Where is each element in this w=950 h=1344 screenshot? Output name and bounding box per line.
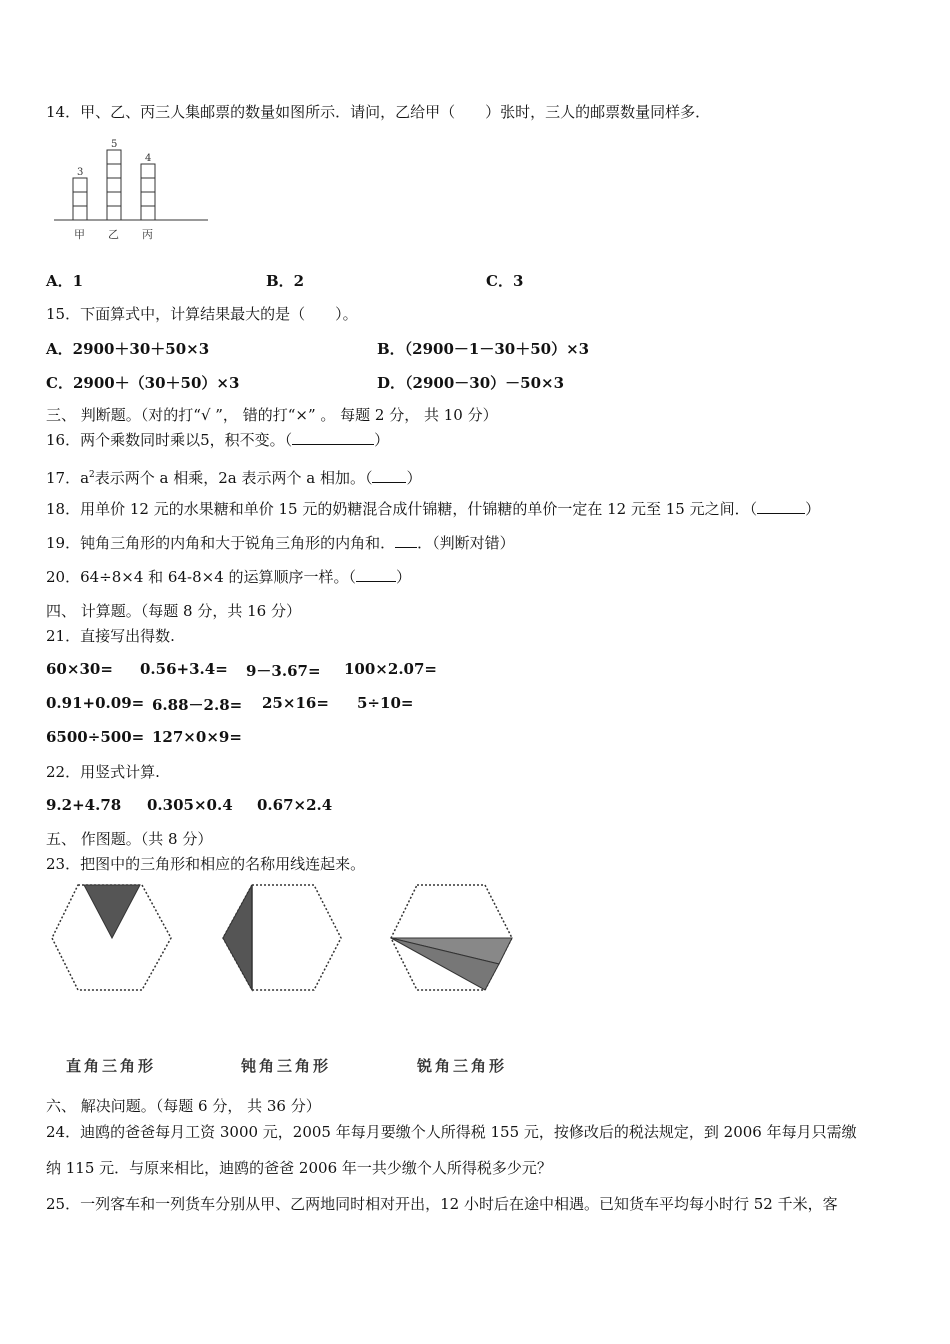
- q15-option-c[interactable]: C．2900＋（30＋50）×3: [46, 374, 240, 392]
- q24-line2: 纳 115 元．与原来相比，迪鸥的爸爸 2006 年一共少缴个人所得税多少元？: [46, 1159, 552, 1177]
- section5-title: 五、 作图题。（共 8 分）: [46, 830, 213, 848]
- q18: [46, 499, 820, 519]
- q22-text: 22．用竖式计算.: [46, 763, 160, 781]
- calc-item: 0.91+0.09=: [46, 694, 145, 712]
- calc-item: 9－3.67=: [246, 662, 321, 680]
- stamp-unit-box: [107, 178, 121, 192]
- q21-text: 21．直接写出得数.: [46, 627, 175, 645]
- q20: [46, 567, 411, 587]
- calc-item: 25×16=: [262, 694, 329, 712]
- stamp-unit-box: [141, 192, 155, 206]
- q17-exponent: 2: [89, 470, 95, 480]
- stamp-unit-box: [73, 206, 87, 220]
- calc-item: 60×30=: [46, 660, 113, 678]
- shaded-triangle: [223, 885, 252, 990]
- q16: [46, 430, 389, 450]
- hexagon-obtuse-triangle-figure: [218, 880, 348, 995]
- q15-option-d[interactable]: D．（2900－30）－50×3: [377, 374, 565, 392]
- q14-text: 14．甲、乙、丙三人集邮票的数量如图所示．请问，乙给甲（ ）张时，三人的邮票数量同样多．: [46, 103, 711, 121]
- q14-option-c[interactable]: C．3: [486, 272, 524, 290]
- stamp-bar-chart: [50, 130, 215, 245]
- hexagon-acute-triangle-figure: [387, 880, 519, 995]
- q16-answer-blank[interactable]: [292, 430, 374, 445]
- q19: [46, 533, 515, 553]
- q14-option-a[interactable]: A．1: [46, 272, 84, 290]
- q17: [46, 465, 422, 488]
- calc-item: 6500÷500=: [46, 728, 145, 746]
- stamp-unit-box: [107, 164, 121, 178]
- bar-value-label: 3: [77, 167, 84, 178]
- shaded-triangle: [84, 885, 140, 938]
- hexagon-right-triangle-figure: [48, 880, 178, 995]
- q25-line1: 25．一列客车和一列货车分别从甲、乙两地同时相对开出，12 小时后在途中相遇。已知货车平均每小时行 52 千米，客: [46, 1195, 838, 1213]
- calc-item: 6.88－2.8=: [152, 696, 243, 714]
- q14-option-b[interactable]: B．2: [266, 272, 305, 290]
- q19-tail: ．（判断对错）: [417, 534, 515, 552]
- bar-value-label: 4: [145, 153, 152, 164]
- section6-title: 六、 解决问题。（每题 6 分， 共 36 分）: [46, 1097, 321, 1115]
- q19-answer-blank[interactable]: [395, 533, 417, 548]
- q23-text: 23．把图中的三角形和相应的名称用线连起来。: [46, 855, 366, 873]
- q16-text: 16．两个乘数同时乘以5，积不变。（: [46, 431, 293, 449]
- bar-category-label: 乙: [108, 228, 119, 241]
- q17-text: 表示两个 a 相乘，2a 表示两个 a 相加。（: [94, 469, 373, 487]
- stamp-unit-box: [107, 192, 121, 206]
- stamp-unit-box: [141, 164, 155, 178]
- q18-text: 18．用单价 12 元的水果糖和单价 15 元的奶糖混合成什锦糖，什锦糖的单价一定在 12 元至 15 元之间．（: [46, 500, 758, 518]
- q20-tail: ）: [396, 568, 412, 586]
- bar-category-label: 甲: [74, 228, 85, 241]
- q15-option-b[interactable]: B．（2900－1－30＋50）×3: [377, 340, 590, 358]
- bar-value-label: 5: [111, 139, 118, 150]
- section3-title: 三、 判断题。（对的打“√ ”， 错的打“×” 。 每题 2 分， 共 10 分）: [46, 406, 498, 424]
- vertical-calc-item: 0.305×0.4: [147, 796, 233, 814]
- q16-tail: ）: [374, 431, 390, 449]
- section4-title: 四、 计算题。（每题 8 分，共 16 分）: [46, 602, 301, 620]
- q24-line1: 24．迪鸥的爸爸每月工资 3000 元，2005 年每月要缴个人所得税 155 元，按修改后的税法规定，到 2006 年每月只需缴: [46, 1123, 857, 1141]
- label-acute-triangle[interactable]: 锐角三角形: [417, 1057, 508, 1075]
- stamp-unit-box: [73, 192, 87, 206]
- calc-item: 100×2.07=: [344, 660, 437, 678]
- label-obtuse-triangle[interactable]: 钝角三角形: [241, 1057, 332, 1075]
- q17-tail: ）: [406, 469, 422, 487]
- stamp-unit-box: [107, 206, 121, 220]
- vertical-calc-item: 0.67×2.4: [257, 796, 333, 814]
- q18-tail: ）: [805, 500, 821, 518]
- bar-category-label: 丙: [142, 228, 153, 241]
- vertical-calc-item: 9.2+4.78: [46, 796, 122, 814]
- stamp-unit-box: [141, 206, 155, 220]
- calc-item: 0.56+3.4=: [140, 660, 228, 678]
- q15-option-a[interactable]: A．2900＋30＋50×3: [46, 340, 210, 358]
- stamp-unit-box: [141, 178, 155, 192]
- calc-item: 127×0×9=: [152, 728, 242, 746]
- q15-text: 15．下面算式中，计算结果最大的是（ ）。: [46, 305, 358, 323]
- stamp-unit-box: [73, 178, 87, 192]
- q17-answer-blank[interactable]: [372, 468, 406, 483]
- label-right-triangle[interactable]: 直角三角形: [66, 1057, 157, 1075]
- q20-answer-blank[interactable]: [356, 567, 396, 582]
- calc-item: 5÷10=: [357, 694, 414, 712]
- q17-pre: 17．a: [46, 469, 90, 487]
- q18-answer-blank[interactable]: [757, 499, 805, 514]
- q19-text: 19．钝角三角形的内角和大于锐角三角形的内角和．: [46, 534, 396, 552]
- q20-text: 20．64÷8×4 和 64-8×4 的运算顺序一样。（: [46, 568, 357, 586]
- stamp-unit-box: [107, 150, 121, 164]
